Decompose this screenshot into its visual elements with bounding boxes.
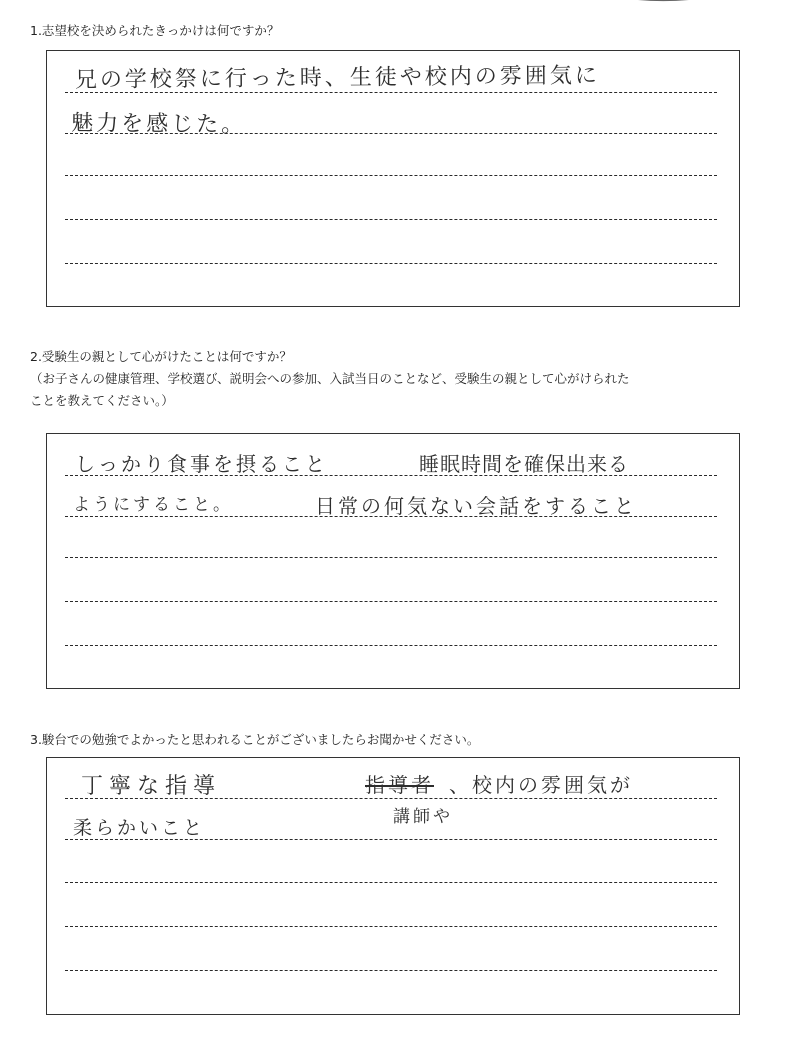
question-1: [30, 20, 279, 42]
handwritten-answer-1-line-1: 兄の学校祭に行った時、生徒や校内の雰囲気に: [74, 63, 600, 94]
handwritten-answer-2-line-2b: 日常の何気ない会話をすること: [315, 494, 637, 518]
page-corner-mark: [612, 0, 762, 4]
question-2-note-line-1: （お子さんの健康管理、学校選び、説明会への参加、入試当日のことなど、受験生の親として心がけられた: [30, 371, 630, 386]
handwritten-answer-1-line-2: 魅力を感じた。: [71, 111, 247, 138]
answer-box-1: [46, 50, 740, 307]
handwritten-answer-3-line-1a: 丁寧な指導: [81, 774, 222, 799]
question-2-text: 2.受験生の親として心がけたことは何ですか？: [30, 349, 292, 364]
answer-line: [65, 175, 717, 176]
answer-line: [65, 882, 717, 883]
answer-line: [65, 601, 717, 602]
handwritten-answer-3-struck-word: 指導者: [365, 773, 434, 797]
handwritten-answer-3-line-2a: 柔らかいこと: [73, 817, 206, 839]
answer-line: [65, 263, 717, 264]
handwritten-answer-2-line-2a: ようにすること。: [73, 495, 233, 515]
answer-line: [65, 557, 717, 558]
question-3-text: 3.駿台での勉強でよかったと思われることがございましたらお聞かせください。: [30, 732, 480, 747]
question-3: [30, 729, 479, 751]
handwritten-answer-3-insert: 講師や: [393, 807, 453, 827]
question-2-note-line-2: ことを教えてください。）: [30, 393, 174, 408]
answer-box-3: [46, 757, 740, 1015]
handwritten-answer-2-line-1a: しっかり食事を摂ること: [75, 452, 328, 476]
answer-box-2: [46, 433, 740, 689]
handwritten-answer-3-line-1c: 、校内の雰囲気が: [449, 773, 633, 797]
answer-line: [65, 926, 717, 927]
question-2: [30, 346, 630, 412]
question-1-text: 1.志望校を決められたきっかけは何ですか？: [30, 23, 280, 38]
answer-line: [65, 970, 717, 971]
handwritten-answer-2-line-1b: 睡眠時間を確保出来る: [419, 452, 629, 476]
answer-line: [65, 219, 717, 220]
answer-line: [65, 645, 717, 646]
